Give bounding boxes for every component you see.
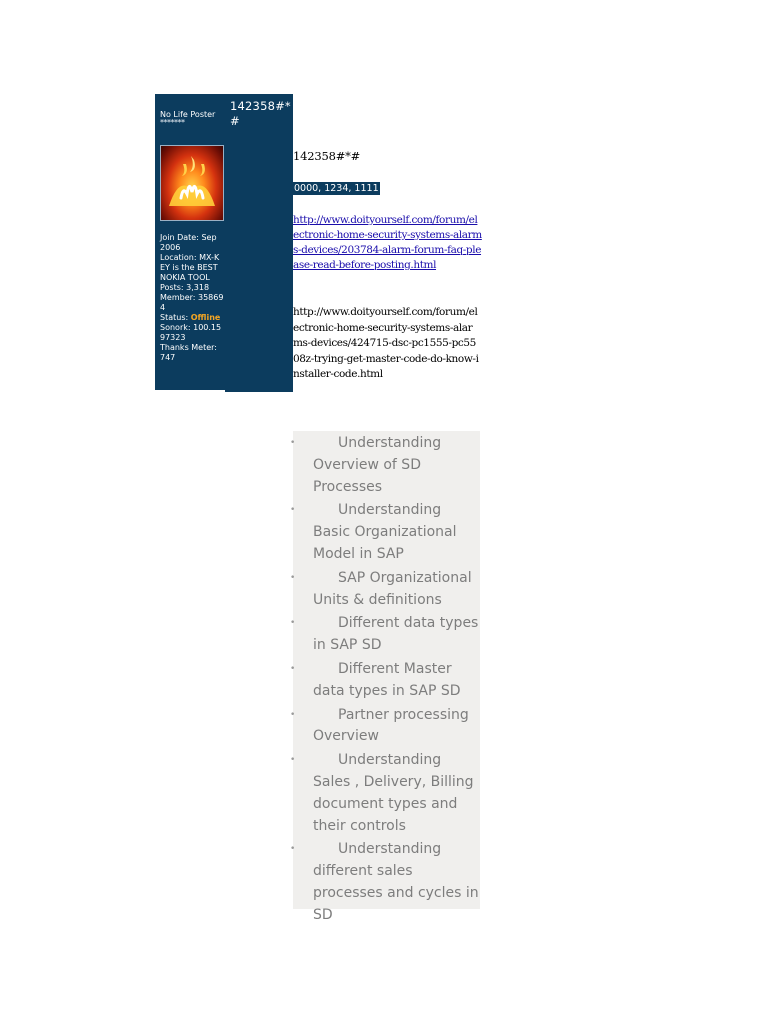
list-item <box>290 566 480 612</box>
bullet-icon: • <box>290 844 296 855</box>
avatar[interactable] <box>160 145 224 221</box>
status-badge: Offline <box>190 313 221 322</box>
bullet-icon: • <box>290 618 296 629</box>
thanks-meter: Thanks Meter: 747 <box>160 343 217 362</box>
post-title: 142358#*# <box>230 99 291 128</box>
bullet-icon: • <box>290 663 296 674</box>
bullet-icon: • <box>290 755 296 766</box>
post-count: Posts: 3,318 <box>160 283 210 292</box>
bullet-icon: • <box>290 709 296 720</box>
list-item <box>290 748 480 837</box>
post-header <box>225 94 293 392</box>
code-line: 142358#*# <box>293 149 361 163</box>
rank-stars: ******* <box>160 118 185 127</box>
user-profile-panel <box>155 94 225 390</box>
list-item <box>290 431 480 498</box>
list-item-label: Understanding Sales , Delivery, Billing document types and their controls <box>313 752 474 834</box>
bullet-icon: • <box>290 572 296 583</box>
list-item <box>290 703 480 749</box>
status-label: Status: <box>160 313 189 322</box>
list-item-label: Understanding Overview of SD Processes <box>313 435 442 495</box>
list-item <box>290 611 480 657</box>
list-item-label: Different data types in SAP SD <box>313 615 479 654</box>
bullet-icon: • <box>290 438 296 448</box>
default-codes: 0000, 1234, 1111 <box>294 183 379 194</box>
user-rank: No Life Poster <box>160 110 216 119</box>
list-item-label: Different Master data types in SAP SD <box>313 660 461 699</box>
list-item <box>290 498 480 565</box>
list-item <box>290 657 480 703</box>
join-date: Join Date: Sep 2006 <box>160 233 217 252</box>
list-item-label: SAP Organizational Units & definitions <box>313 569 472 608</box>
bullet-icon: • <box>290 505 296 516</box>
location: Location: MX-KEY is the BEST NOKIA TOOL <box>160 253 220 282</box>
list-item-label: Understanding different sales processes and cycles in SD <box>313 841 479 923</box>
status <box>160 313 224 323</box>
course-topic-list <box>290 431 480 923</box>
list-item <box>290 837 480 926</box>
list-item-label: Partner processing Overview <box>313 706 469 745</box>
user-stats <box>160 233 224 363</box>
sonork: Sonork: 100.1597323 <box>160 323 222 342</box>
list-item-label: Understanding Basic Organizational Model in SAP <box>313 502 457 562</box>
member-id: Member: 358694 <box>160 293 224 312</box>
faq-link[interactable]: http://www.doityourself.com/forum/electronic-home-security-systems-alarms-devices/203784-alarm-forum-faq-please-read-before-posting.html <box>293 214 482 271</box>
plain-url-text: http://www.doityourself.com/forum/electronic-home-security-systems-alarms-devices/424715-dsc-pc1555-pc5508z-trying-get-master-code-do-know-installer-code.html <box>293 306 479 380</box>
